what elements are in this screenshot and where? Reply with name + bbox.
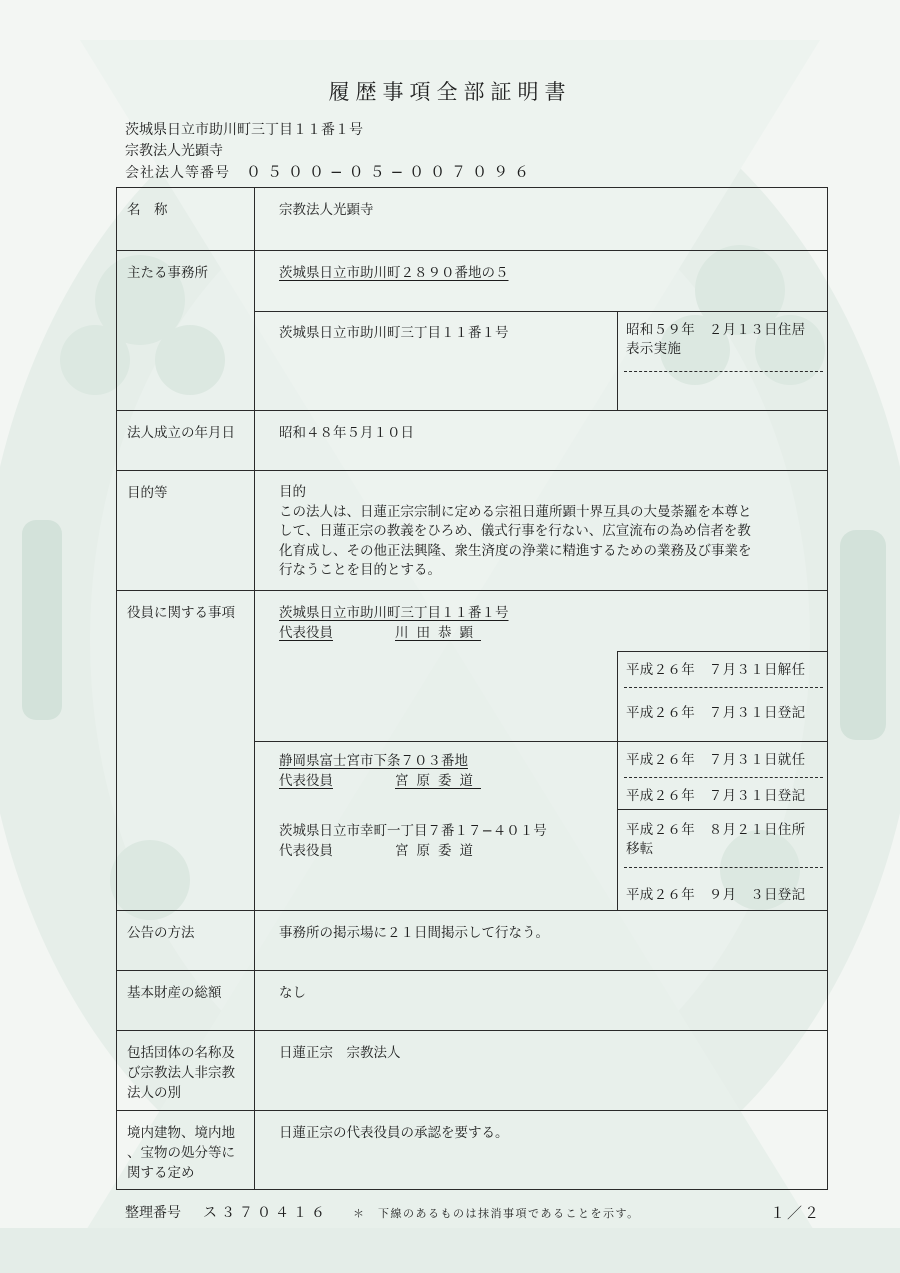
purpose-line: この法人は、日蓮正宗宗制に定める宗祖日蓮所顕十界互具の大曼荼羅を本尊と <box>279 503 752 520</box>
office-note-cell <box>617 311 827 410</box>
row-label-established: 法人成立の年月日 <box>117 411 255 470</box>
row-buildings <box>117 1110 827 1189</box>
row-label-officers: 役員に関する事項 <box>117 591 255 910</box>
officer-1-note-dismissed: 平成２６年 ７月３１日解任 <box>626 662 806 678</box>
office-old-address: 茨城県日立市助川町２８９０番地の５ <box>279 265 509 281</box>
officer-3-note-registered: 平成２６年 ９月 ３日登記 <box>626 887 806 903</box>
row-label-office: 主たる事務所 <box>117 251 255 410</box>
purpose-line: して、日蓮正宗の教義をひろめ、儀式行事を行ない、広宣流布の為め信者を教 <box>279 523 751 539</box>
corporate-number-line <box>125 162 535 184</box>
row-label-umbrella: 包括団体の名称及 び宗教法人非宗教 法人の別 <box>117 1031 255 1110</box>
row-label-purpose: 目的等 <box>117 471 255 590</box>
row-purpose <box>117 470 827 590</box>
row-notice <box>117 910 827 970</box>
office-current-address: 茨城県日立市助川町三丁目１１番１号 <box>279 325 509 341</box>
officer-3-address: 茨城県日立市幸町一丁目７番１７−４０１号 <box>279 823 547 839</box>
officer-2-address: 静岡県富士宮市下条７０３番地 <box>279 753 468 769</box>
office-note-line2: 表示実施 <box>626 341 682 357</box>
row-property <box>117 970 827 1030</box>
reference-number: ス３７０４１６ <box>203 1205 329 1221</box>
dashed-divider <box>624 687 823 688</box>
document-title: 履歴事項全部証明書 <box>328 80 572 104</box>
row-label-notice: 公告の方法 <box>117 911 255 970</box>
header-corp-name: 宗教法人光顕寺 <box>125 143 223 159</box>
reference-number-label: 整理番号 <box>125 1205 181 1221</box>
property-total-value: なし <box>279 985 306 1001</box>
corporation-name-value: 宗教法人光顕寺 <box>279 202 374 218</box>
officer-2-note-registered: 平成２６年 ７月３１日登記 <box>626 788 806 804</box>
page-number: １／２ <box>769 1204 821 1222</box>
purpose-heading: 目的 <box>279 484 306 500</box>
certificate-table <box>116 187 828 1190</box>
dashed-divider <box>624 777 823 778</box>
row-umbrella-organization <box>117 1030 827 1110</box>
buildings-rule-value: 日蓮正宗の代表役員の承認を要する。 <box>279 1125 509 1141</box>
officer-3-title: 代表役員 <box>279 843 333 859</box>
office-note-line1: 昭和５９年 ２月１３日住居 <box>626 322 806 338</box>
officer-1-name: 川田恭顕 <box>395 625 481 641</box>
purpose-line: 化育成し、その他正法興隆、衆生済度の浄業に精進するための業務及び事業を <box>279 542 752 559</box>
officer-1-note-registered: 平成２６年 ７月３１日登記 <box>626 705 806 721</box>
dashed-divider <box>624 867 823 868</box>
established-date-value: 昭和４８年５月１０日 <box>279 425 414 441</box>
officer-1-notes <box>617 651 827 741</box>
underline-legend-note: ＊ 下線のあるものは抹消事項であることを示す。 <box>353 1207 640 1220</box>
umbrella-organization-value: 日蓮正宗 宗教法人 <box>279 1045 401 1061</box>
officer-3-note-moved-line2: 移転 <box>626 841 654 857</box>
row-name <box>117 188 827 250</box>
row-label-buildings: 境内建物、境内地 、宝物の処分等に 関する定め <box>117 1111 255 1189</box>
corporate-number-label: 会社法人等番号 <box>125 165 230 181</box>
dashed-divider <box>624 371 823 372</box>
officer-3-name: 宮原委道 <box>395 843 481 859</box>
header-address: 茨城県日立市助川町三丁目１１番１号 <box>125 122 363 138</box>
corporation-header <box>125 120 535 184</box>
row-label-property: 基本財産の総額 <box>117 971 255 1030</box>
officer-1-title: 代表役員 <box>279 625 333 641</box>
officer-1-address: 茨城県日立市助川町三丁目１１番１号 <box>279 605 509 621</box>
row-established <box>117 410 827 470</box>
purpose-text <box>279 483 819 581</box>
officer-2-name: 宮原委道 <box>395 773 481 789</box>
row-office <box>117 250 827 410</box>
officer-3-note-moved-line1: 平成２６年 ８月２１日住所 <box>626 822 806 838</box>
notice-method-value: 事務所の掲示場に２１日間掲示して行なう。 <box>279 925 549 941</box>
officer-3-notes <box>617 809 827 910</box>
officer-2-title: 代表役員 <box>279 773 333 789</box>
purpose-line: 行なうことを目的とする。 <box>279 562 441 578</box>
row-officers <box>117 590 827 910</box>
row-label-name: 名 称 <box>117 188 255 250</box>
corporate-number: ０５００−０５−００７０９６ <box>246 163 536 181</box>
officer-entry-1 <box>279 603 819 643</box>
officer-2-note-appointed: 平成２６年 ７月３１日就任 <box>626 752 806 768</box>
officer-2-notes <box>617 741 827 809</box>
